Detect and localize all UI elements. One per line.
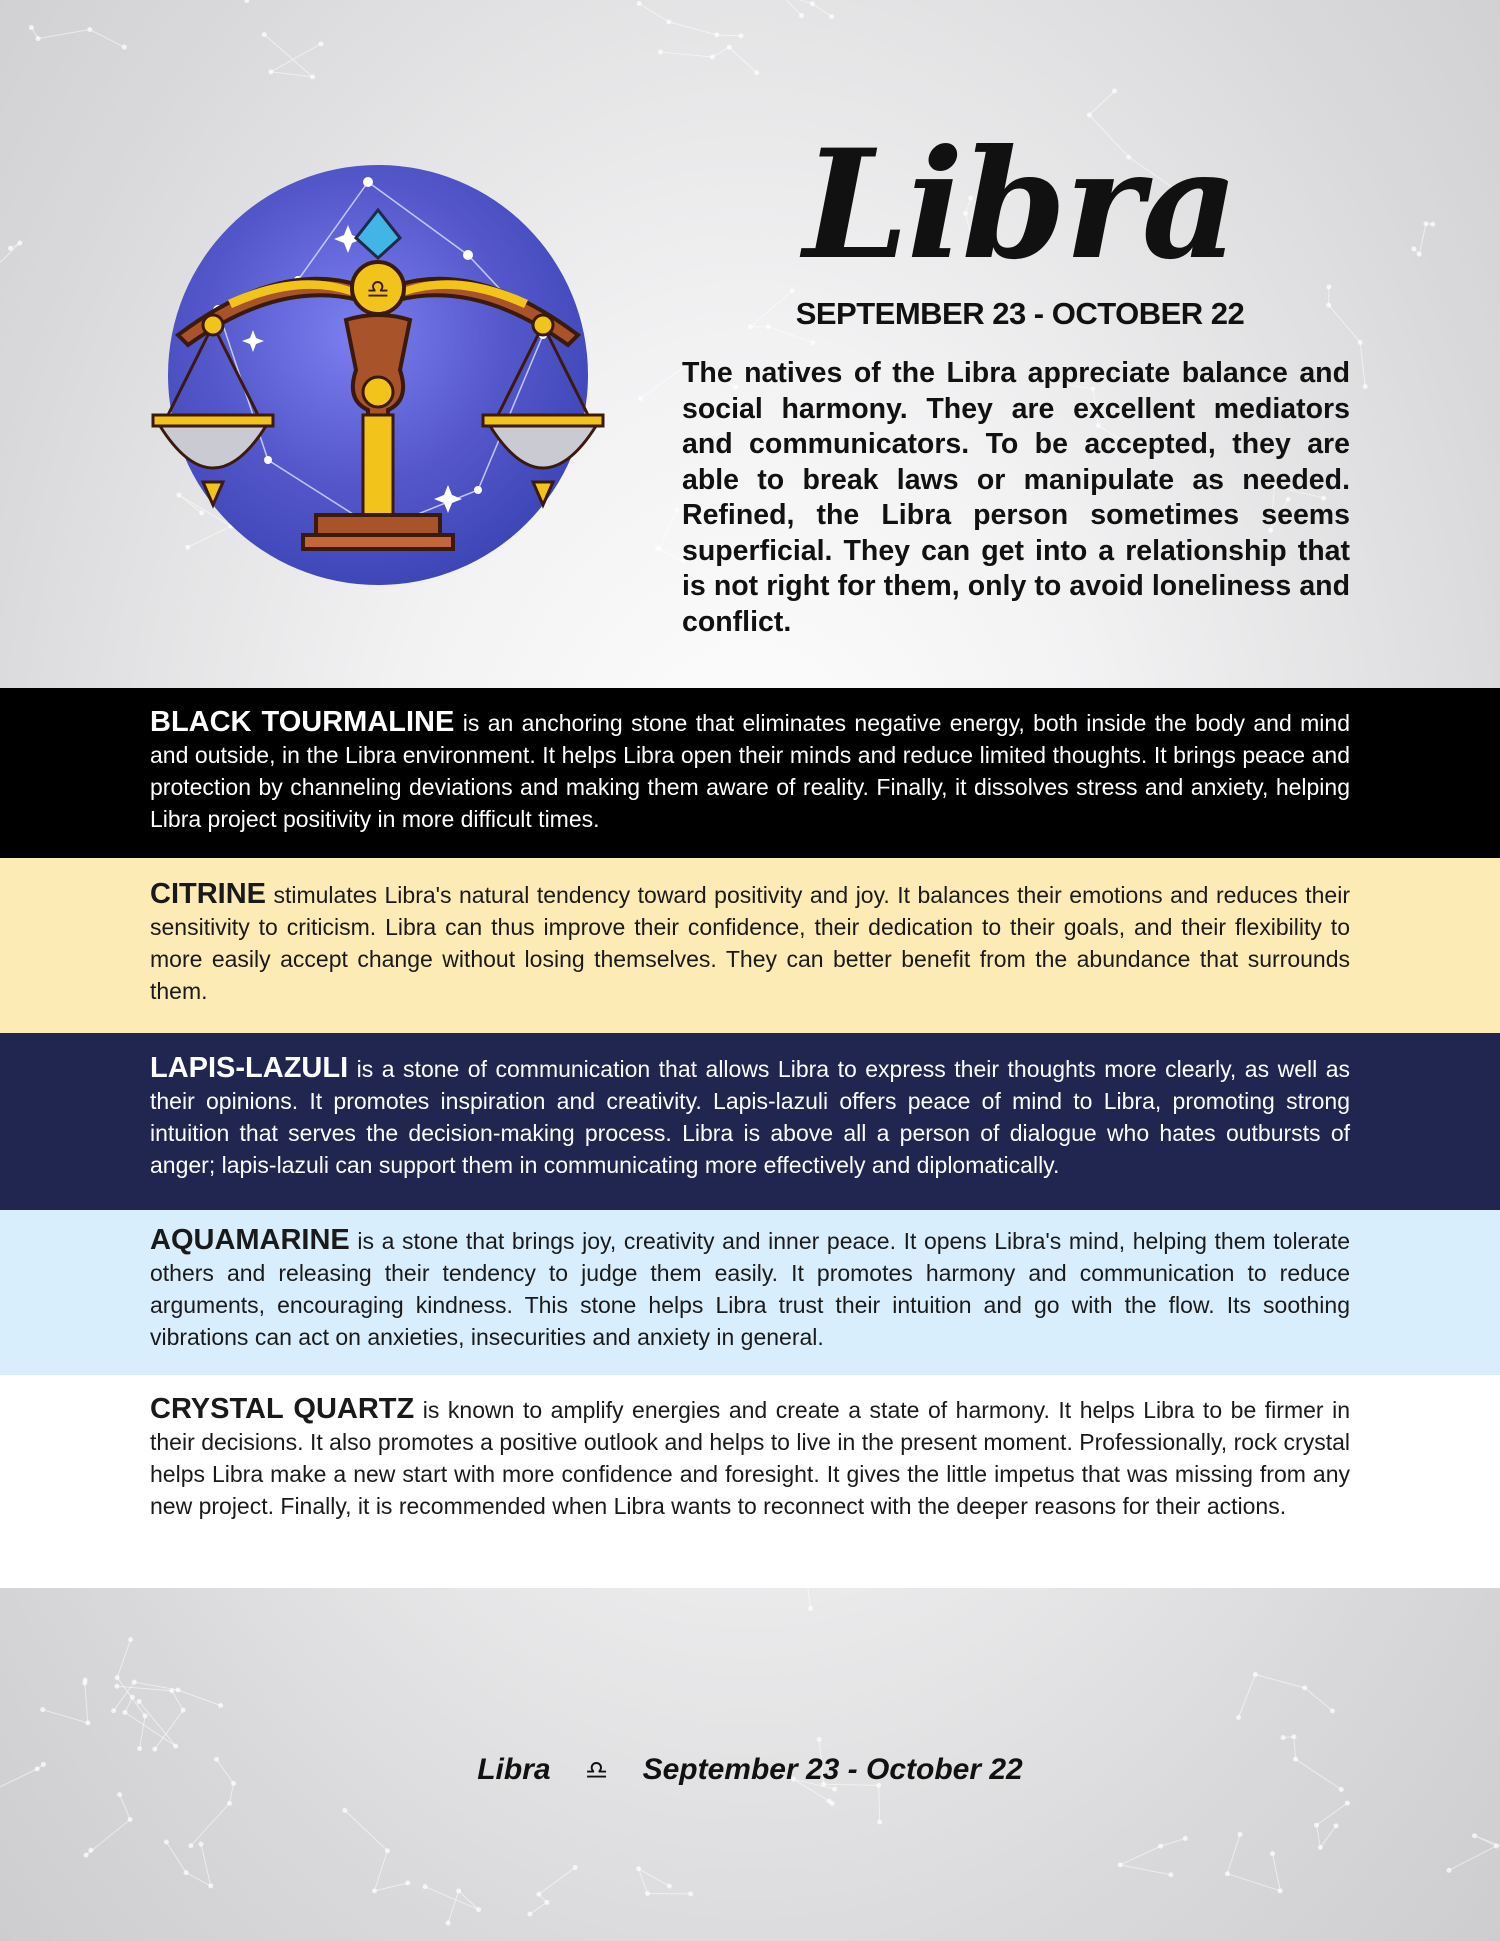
stone-name: CITRINE <box>150 878 266 910</box>
stone-section-aquamarine <box>0 1210 1500 1375</box>
stone-text: is an anchoring stone that eliminates negative energy, both inside the body and mind and outside, in the Libra environment. It helps Libra open their minds and reduce limited thoughts. It brings peace and protection by channeling deviations and making them aware of reality. Finally, it dissolves stress and anxiety, helping Libra project positivity in more difficult times. <box>150 710 1350 832</box>
stone-section-black-tourmaline <box>0 688 1500 858</box>
intro-paragraph: The natives of the Libra appreciate balance and social harmony. They are excellent mediators and communicators. To be accepted, they are able to break laws or manipulate as needed. Refined, the Libra person sometimes seems superficial. They can get into a relationship that is not right for them, only to avoid loneliness and conflict. <box>682 357 1350 638</box>
stone-description <box>150 1393 1350 1522</box>
footer-dates: September 23 - October 22 <box>642 1753 1023 1787</box>
footer <box>0 1752 1500 1787</box>
libra-scales-icon <box>148 160 608 600</box>
stone-name: CRYSTAL QUARTZ <box>150 1393 415 1425</box>
header-section <box>0 0 1500 688</box>
stone-name: LAPIS-LAZULI <box>150 1052 349 1084</box>
page-title: Libra <box>803 117 1237 293</box>
footer-sign: Libra <box>477 1753 551 1787</box>
libra-glyph-icon: ♎ <box>584 1754 609 1785</box>
stone-text: stimulates Libra's natural tendency toward positivity and joy. It balances their emotions and reduces their sensitivity to criticism. Libra can thus improve their confidence, their dedication to their goals, and their flexibility to more easily accept change without losing themselves. They can better benefit from the abundance that surrounds them. <box>150 882 1350 1004</box>
stone-text: is a stone that brings joy, creativity and inner peace. It opens Libra's mind, helping them tolerate others and releasing their tendency to judge them easily. It promotes harmony and communication to reduce arguments, encouraging kindness. This stone helps Libra trust their intuition and go with the flow. Its soothing vibrations can act on anxieties, insecurities and anxiety in general. <box>150 1228 1350 1350</box>
stone-name: AQUAMARINE <box>150 1224 350 1256</box>
stone-text: is known to amplify energies and create a state of harmony. It helps Libra to be firmer in their decisions. It also promotes a positive outlook and helps to live in the present moment. Professionally, rock crystal helps Libra make a new start with more confidence and foresight. It gives the little impetus that was missing from any new project. Finally, it is recommended when Libra wants to reconnect with the deeper reasons for their actions. <box>150 1397 1350 1519</box>
stone-description <box>150 706 1350 835</box>
stone-description <box>150 1224 1350 1353</box>
stone-section-citrine <box>0 858 1500 1033</box>
stone-description <box>150 878 1350 1007</box>
stone-section-crystal-quartz <box>0 1375 1500 1588</box>
stone-text: is a stone of communication that allows Libra to express their thoughts more clearly, as well as their opinions. It promotes inspiration and creativity. Lapis-lazuli offers peace of mind to Libra, promoting strong intuition that serves the decision-making process. Libra is above all a person of dialogue who hates outbursts of anger; lapis-lazuli can support them in communicating more effectively and diplomatically. <box>150 1056 1350 1178</box>
svg-text:♎: ♎ <box>366 275 390 305</box>
stone-section-lapis-lazuli <box>0 1033 1500 1210</box>
stone-name: BLACK TOURMALINE <box>150 706 455 738</box>
date-range: SEPTEMBER 23 - OCTOBER 22 <box>795 296 1245 331</box>
stone-description <box>150 1052 1350 1181</box>
